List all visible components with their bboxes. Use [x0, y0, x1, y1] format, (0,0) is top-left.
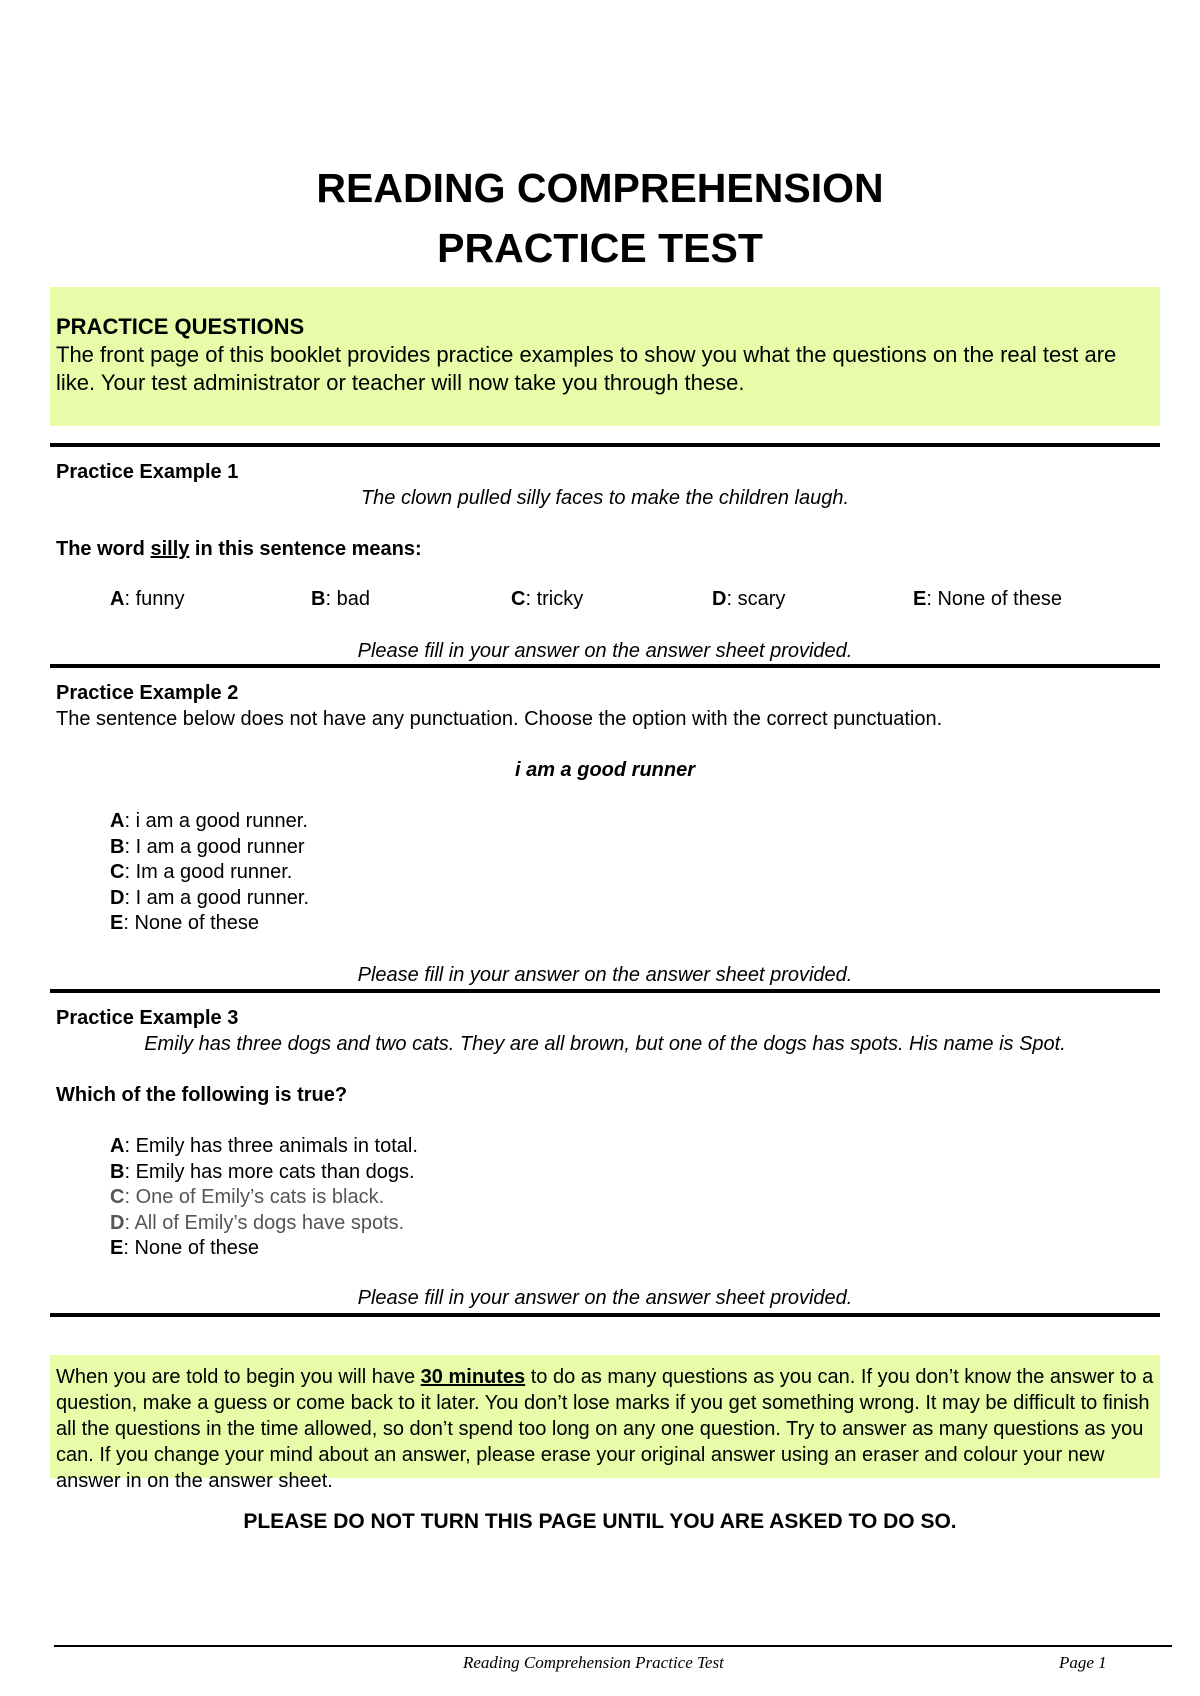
example-2-sentence: i am a good runner	[514, 759, 696, 781]
option-d[interactable]	[110, 886, 309, 912]
option-letter: A	[110, 810, 125, 832]
example-3-instruction: Please fill in your answer on the answer sheet provided.	[357, 1287, 853, 1309]
example-3-label: Practice Example 3	[56, 1007, 239, 1029]
option-text: : One of Emily’s cats is black.	[124, 1186, 385, 1208]
question-post: in this sentence means:	[189, 538, 422, 560]
option-text: : Im a good runner.	[124, 861, 293, 883]
example-1-question	[56, 538, 422, 561]
turn-page-warning: PLEASE DO NOT TURN THIS PAGE UNTIL YOU ARE ASKED TO DO SO.	[243, 1510, 957, 1533]
intro-heading: PRACTICE QUESTIONS	[56, 314, 305, 339]
question-pre: The word	[56, 538, 151, 560]
divider	[50, 443, 1160, 447]
intro-box	[50, 287, 1160, 426]
option-a[interactable]	[110, 809, 309, 835]
option-letter: B	[110, 1160, 125, 1183]
question-word: silly	[150, 538, 190, 560]
option-b[interactable]	[110, 1160, 418, 1186]
option-text: : All of Emily’s dogs have spots.	[124, 1211, 405, 1234]
option-c[interactable]	[110, 1185, 418, 1211]
option-e[interactable]	[110, 1236, 418, 1262]
option-d[interactable]	[712, 588, 785, 611]
option-text: : None of these	[926, 588, 1062, 610]
option-text: : funny	[124, 588, 185, 610]
title-line-2: PRACTICE TEST	[437, 225, 763, 271]
option-a[interactable]	[110, 588, 185, 611]
intro-text: The front page of this booklet provides practice examples to show you what the questions on the real test are like. Your test administrator or teacher will now take you through these.	[56, 342, 1117, 395]
option-letter: B	[110, 835, 125, 858]
option-letter: D	[110, 1211, 125, 1234]
option-c[interactable]	[511, 588, 583, 611]
option-letter: E	[913, 588, 927, 610]
option-text: : Emily has three animals in total.	[124, 1135, 418, 1157]
example-3-passage: Emily has three dogs and two cats. They are all brown, but one of the dogs has spots. His name is Spot.	[144, 1033, 1066, 1055]
example-1-sentence: The clown pulled silly faces to make the children laugh.	[360, 487, 850, 509]
footer-title: Reading Comprehension Practice Test	[463, 1653, 724, 1672]
title-line-1: READING COMPREHENSION	[316, 165, 884, 211]
option-letter: C	[511, 588, 526, 610]
footer-page-number: Page 1	[1059, 1653, 1107, 1672]
example-2-options	[110, 809, 309, 937]
option-letter: C	[110, 1186, 125, 1208]
option-letter: A	[110, 1135, 125, 1157]
divider	[50, 1313, 1160, 1317]
option-text: : tricky	[525, 588, 584, 610]
example-1-instruction: Please fill in your answer on the answer sheet provided.	[357, 640, 853, 662]
time-note-post: to do as many questions as you can. If you don’t know the answer to a question, make a guess or come back to it later. You don’t lose marks if you get something wrong. It may be difficult to finish all the questions in the time allowed, so don’t spend too long on any one question. Try to answer as many questions as you can. If you change your mind about an answer, please erase your original answer using an eraser and colour your new answer in on the answer sheet.	[56, 1366, 1154, 1492]
example-3-question: Which of the following is true?	[56, 1084, 348, 1106]
option-letter: B	[311, 588, 326, 610]
option-b[interactable]	[311, 588, 370, 611]
option-text: : bad	[325, 588, 370, 610]
option-letter: E	[110, 1237, 124, 1259]
example-2-instruction: Please fill in your answer on the answer sheet provided.	[357, 964, 853, 986]
option-text: : Emily has more cats than dogs.	[124, 1160, 415, 1183]
option-text: : None of these	[123, 1237, 259, 1259]
time-note-box	[50, 1355, 1160, 1492]
option-text: : i am a good runner.	[124, 810, 308, 832]
example-2-description: The sentence below does not have any punctuation. Choose the option with the correct punctuation.	[56, 708, 943, 730]
option-e[interactable]	[913, 588, 1062, 611]
option-e[interactable]	[110, 911, 309, 937]
option-letter: A	[110, 588, 125, 610]
option-c[interactable]	[110, 860, 309, 886]
option-b[interactable]	[110, 835, 309, 861]
option-letter: D	[712, 588, 727, 610]
example-2-label: Practice Example 2	[56, 682, 239, 704]
page-title	[0, 158, 1200, 278]
time-note-highlight: 30 minutes	[420, 1366, 526, 1388]
option-text: : None of these	[123, 912, 259, 934]
option-letter: E	[110, 912, 124, 934]
option-text: : I am a good runner	[124, 835, 305, 858]
option-text: : I am a good runner.	[124, 886, 310, 909]
divider	[50, 989, 1160, 993]
divider	[50, 664, 1160, 668]
option-text: : scary	[726, 588, 786, 610]
option-d[interactable]	[110, 1211, 418, 1237]
option-letter: C	[110, 861, 125, 883]
example-1-label: Practice Example 1	[56, 461, 239, 483]
example-3-options	[110, 1134, 418, 1262]
option-a[interactable]	[110, 1134, 418, 1160]
footer-rule	[54, 1645, 1172, 1647]
time-note-pre: When you are told to begin you will have	[56, 1366, 421, 1388]
option-letter: D	[110, 886, 125, 909]
